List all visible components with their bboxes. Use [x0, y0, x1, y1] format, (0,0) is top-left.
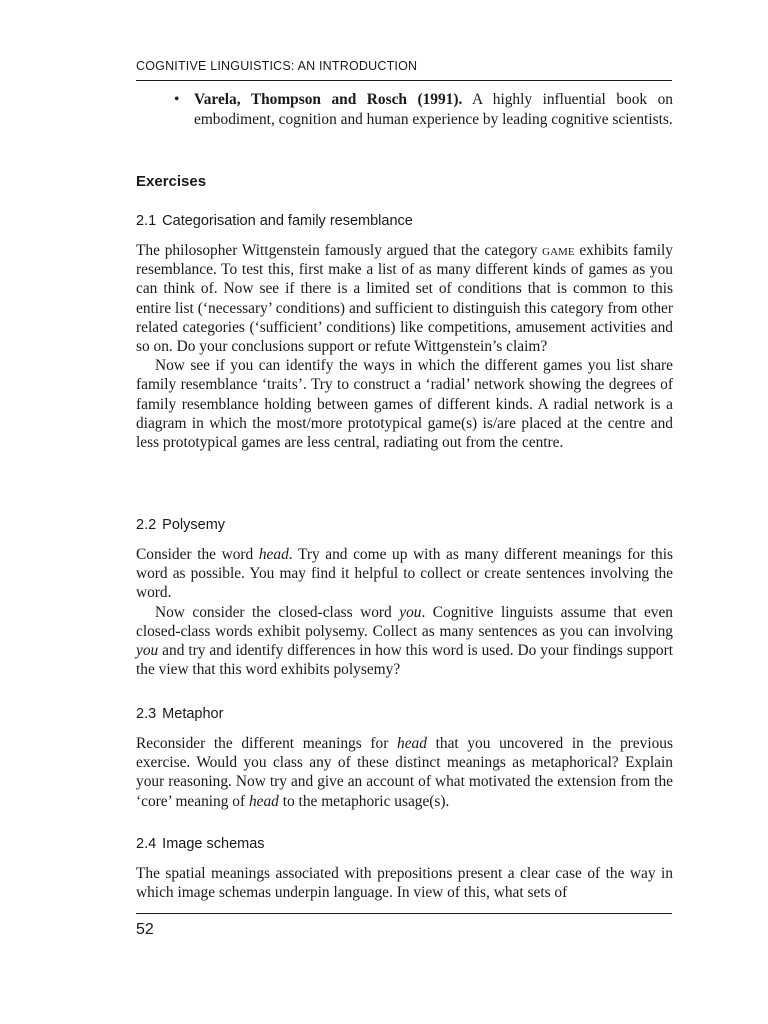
section-body-2-3: [136, 734, 673, 811]
section-body-2-1: [136, 241, 673, 452]
further-reading-item: [176, 90, 673, 130]
reference-description: A highly influential book on embodiment, cognition and human experience by leading cognitive scientists.: [194, 91, 673, 128]
paragraph: Now consider the closed-class word you. Cognitive linguists assume that even closed-class words exhibit polysemy. Collect as many sentences as you can involving you and try and identify differences in how this word is used. Do your findings support the view that this word exhibits polysemy?: [136, 603, 673, 679]
italic-term: you: [399, 603, 422, 621]
paragraph: Consider the word head. Try and come up with as many different meanings for this word as possible. You may find it helpful to collect or create sentences involving the word.: [136, 546, 673, 602]
further-reading-text: [176, 90, 673, 130]
section-heading-2-2: [136, 517, 225, 533]
section-title: Metaphor: [162, 706, 224, 722]
italic-term: you: [136, 642, 159, 660]
bullet-icon: •: [174, 91, 180, 108]
paragraph: The spatial meanings associated with prepositions present a clear case of the way in which image schemas underpin language. In view of this, what sets of: [136, 865, 673, 902]
section-number: 2.2: [136, 517, 157, 533]
section-heading-2-1: [136, 213, 413, 229]
header-rule: [136, 80, 672, 81]
exercises-heading: Exercises: [136, 173, 207, 190]
section-title: Categorisation and family resemblance: [162, 213, 413, 229]
small-caps-term: game: [542, 242, 575, 259]
section-title: Image schemas: [162, 836, 265, 852]
paragraph: The philosopher Wittgenstein famously argued that the category game exhibits family resemblance. To test this, first make a list of as many different kinds of games as you can think of. Now see if there is a limited set of conditions that is common to this entire list (‘necessary’ conditions) and sufficient to distinguish this category from other related categories (‘sufficient’ conditions) like competitions, amusement activities and so on. Do your conclusions support or refute Wittgenstein’s claim?: [136, 242, 673, 356]
italic-term: head: [258, 546, 289, 563]
section-body-2-4: [136, 864, 673, 902]
section-heading-2-4: [136, 836, 265, 852]
italic-term: head: [248, 792, 279, 810]
page-number: 52: [136, 921, 154, 938]
footer-rule: [136, 913, 672, 914]
paragraph: Now see if you can identify the ways in which the different games you list share family resemblance ‘traits’. Try to construct a ‘radial’ network showing the degrees of family resemblance holding between games of different kinds. A radial network is a diagram in which the most/more prototypical game(s) is/are placed at the centre and less prototypical games are less central, radiating out from the centre.: [136, 357, 673, 452]
section-body-2-2: [136, 545, 673, 679]
section-number: 2.4: [136, 836, 157, 852]
paragraph: Reconsider the different meanings for head that you uncovered in the previous exercise. Would you class any of these distinct meanings as metaphorical? Explain your reasoning. Now try and give an account of what motivated the extension from the ‘core’ meaning of head to the metaphoric usage(s).: [136, 735, 673, 810]
italic-term: head: [397, 735, 427, 752]
section-heading-2-3: [136, 706, 223, 722]
section-number: 2.1: [136, 213, 157, 229]
running-header: COGNITIVE LINGUISTICS: AN INTRODUCTION: [136, 59, 418, 73]
reference-title: Varela, Thompson and Rosch (1991).: [194, 91, 463, 108]
section-number: 2.3: [136, 706, 157, 722]
section-title: Polysemy: [162, 517, 226, 533]
